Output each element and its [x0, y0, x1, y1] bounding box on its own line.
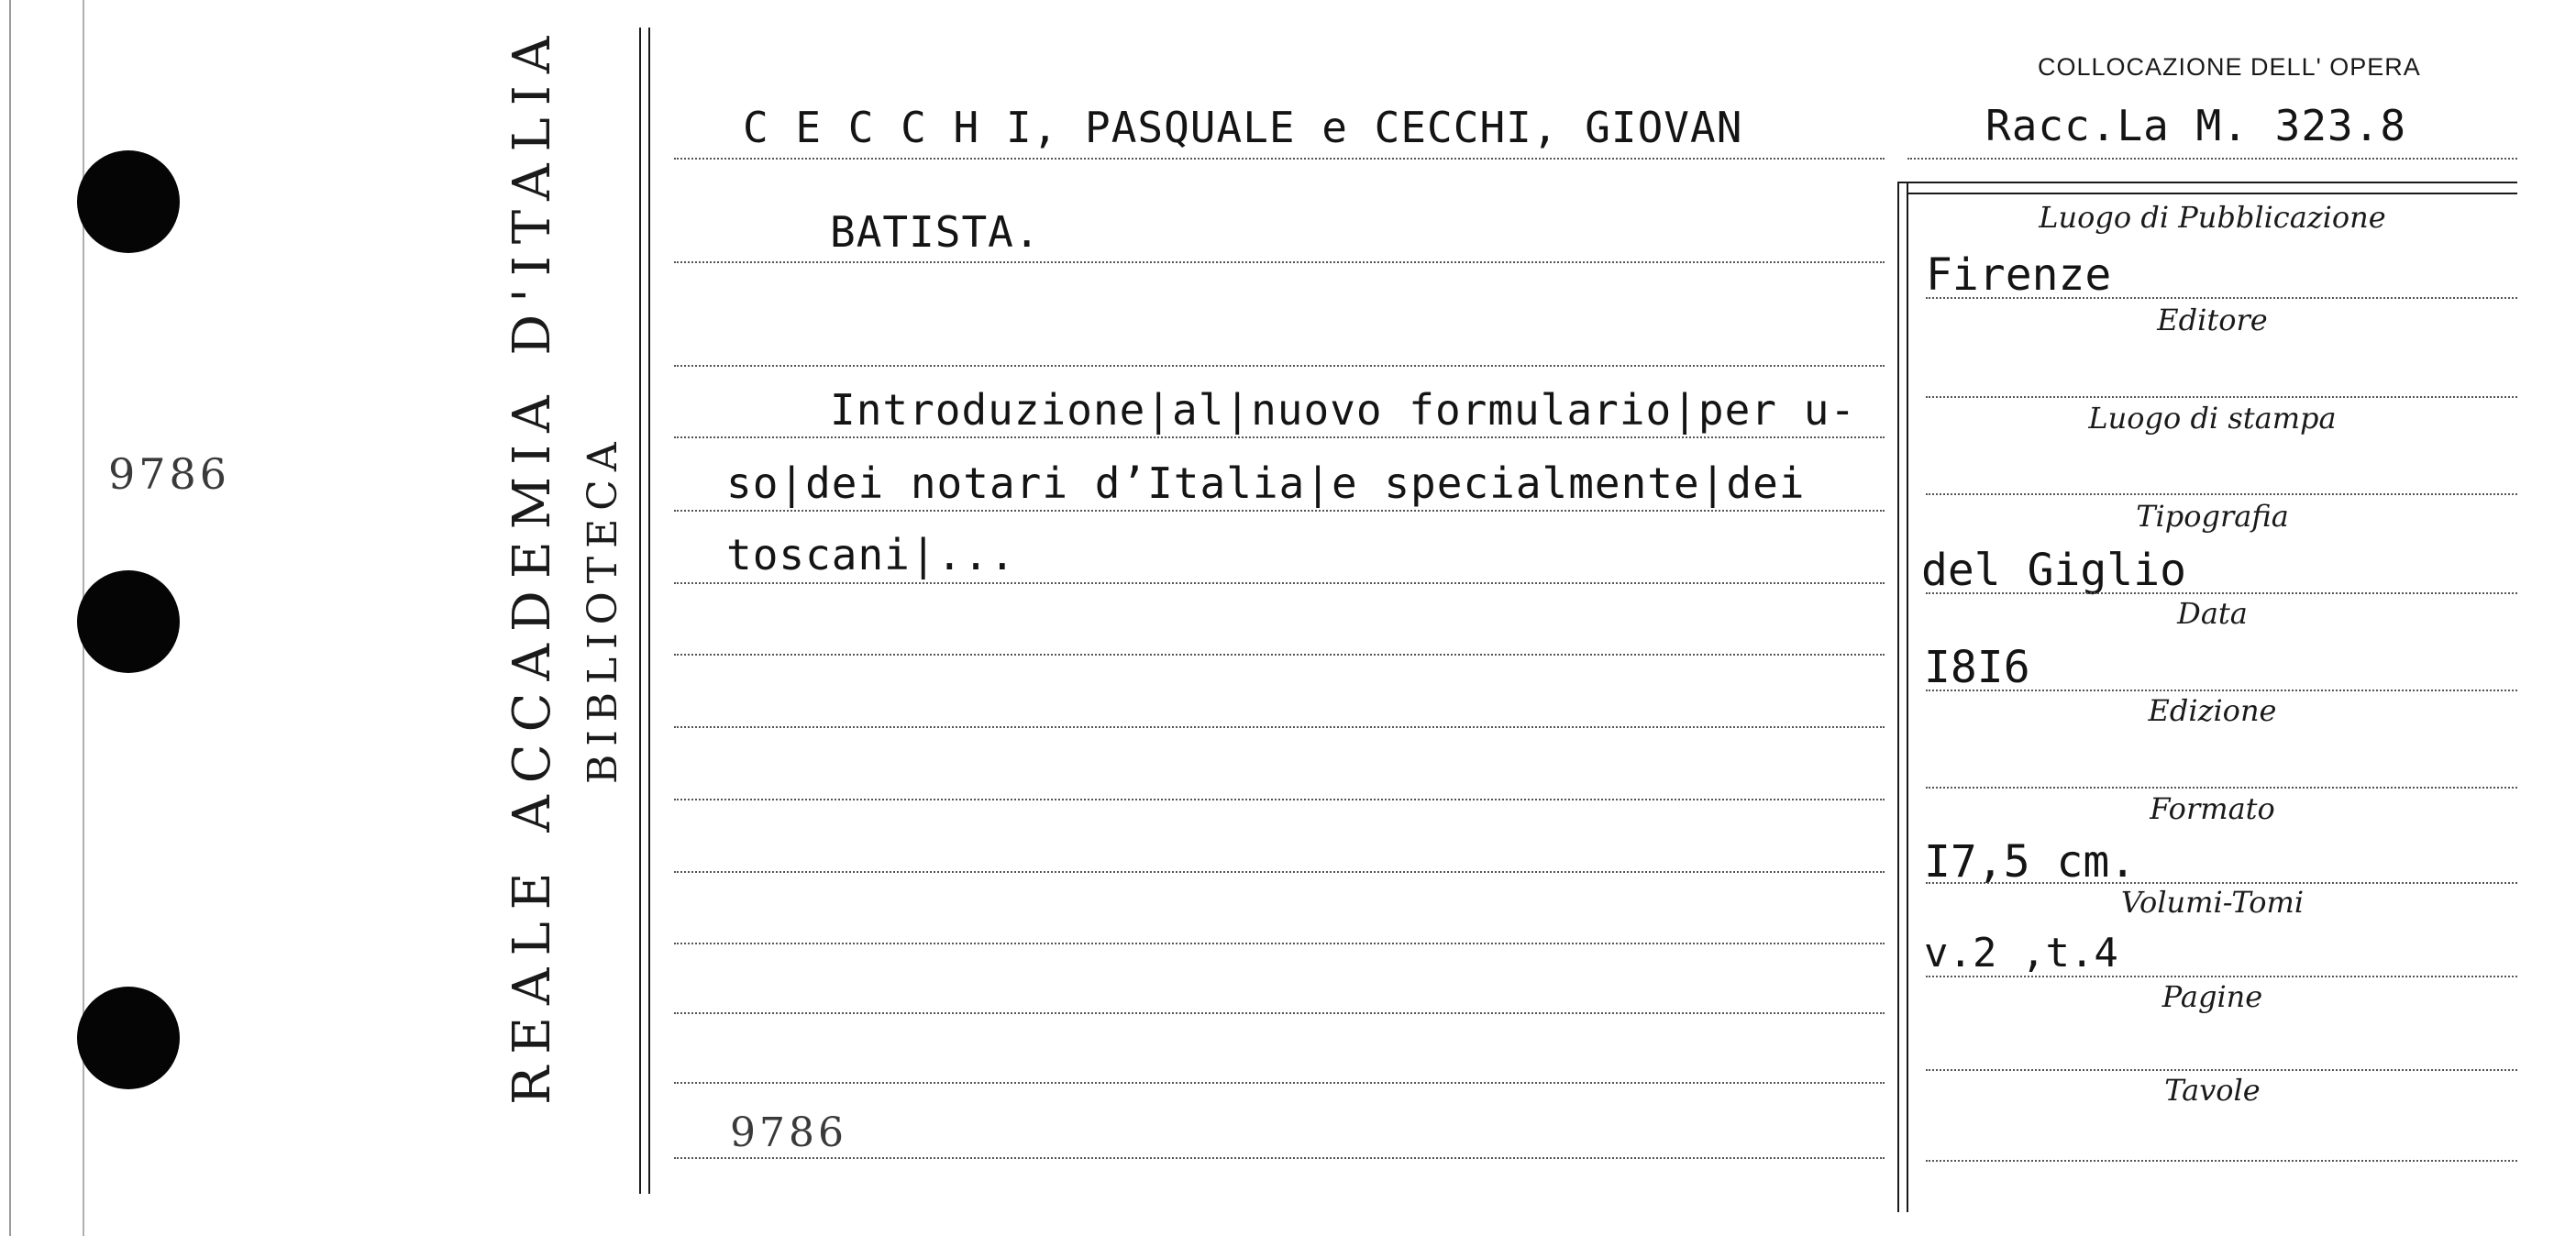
punch-hole-top [77, 150, 180, 253]
card-edge-line [9, 0, 11, 1236]
title-line-1: Introduzione|al|nuovo formulario|per u- [830, 385, 1857, 435]
field-label-data: Data [2177, 596, 2248, 631]
side-accession-number: 9786 [108, 449, 231, 499]
fields-panel-top-border [1897, 182, 2517, 183]
field-line [1926, 1160, 2517, 1162]
bottom-accession-number: 9786 [730, 1109, 847, 1156]
ruled-line [674, 799, 1885, 800]
field-label-formato: Formato [2150, 791, 2275, 826]
field-label-tavole: Tavole [2164, 1073, 2261, 1108]
field-label-editore: Editore [2157, 303, 2268, 337]
fields-panel-top-border [1907, 193, 2517, 194]
field-value-formato: I7,5 cm. [1924, 836, 2137, 888]
shelfmark: Racc.La M. 323.8 [1985, 101, 2407, 150]
ruled-line [674, 1012, 1885, 1014]
ruled-line [674, 158, 1885, 160]
ruled-line [674, 871, 1885, 873]
ruled-line [674, 510, 1885, 512]
author-line-1: C E C C H I, PASQUALE e CECCHI, GIOVAN [743, 103, 1743, 152]
field-label-luogo-stampa: Luogo di stampa [2088, 401, 2337, 436]
field-line [1926, 297, 2517, 299]
ruled-line [674, 365, 1885, 367]
field-label-volumi-tomi: Volumi-Tomi [2120, 885, 2305, 920]
ruled-line [674, 943, 1885, 944]
author-line-2: BATISTA. [830, 207, 1041, 257]
field-value-data: I8I6 [1924, 642, 2030, 693]
ruled-line [674, 1082, 1885, 1084]
ruled-line [674, 726, 1885, 728]
field-value-volumi-tomi: v.2 ,t.4 [1924, 930, 2118, 977]
ruled-line [674, 436, 1885, 438]
fields-panel-border [1897, 182, 1899, 1212]
left-divider [639, 28, 641, 1194]
field-line [1926, 592, 2517, 594]
ruled-line [674, 582, 1885, 584]
institution-name: REALE ACCADEMIA D'ITALIA [503, 24, 562, 1105]
punch-hole-bottom [77, 987, 180, 1089]
field-line [1926, 493, 2517, 495]
ruled-line [674, 1157, 1885, 1159]
department-name: BIBLIOTECA [580, 434, 626, 784]
shelfmark-line [1907, 158, 2517, 160]
title-line-3: toscani|... [726, 530, 1016, 579]
field-label-pagine: Pagine [2161, 979, 2263, 1014]
ruled-line [674, 654, 1885, 656]
field-line [1926, 690, 2517, 691]
field-label-tipografia: Tipografia [2136, 499, 2289, 534]
ruled-line [674, 261, 1885, 263]
field-value-tipografia: del Giglio [1921, 545, 2186, 596]
field-label-edizione: Edizione [2148, 693, 2277, 728]
field-line [1926, 882, 2517, 884]
left-divider [648, 28, 650, 1194]
title-line-2: so|dei notari d’Italia|e specialmente|dei [726, 458, 1806, 508]
field-line [1926, 396, 2517, 398]
field-line [1926, 787, 2517, 789]
field-label-luogo-pubblicazione: Luogo di Pubblicazione [2039, 200, 2386, 235]
punch-hole-middle [77, 570, 180, 673]
field-line [1926, 1069, 2517, 1071]
field-value-luogo-pubblicazione: Firenze [1926, 249, 2112, 301]
field-line [1926, 976, 2517, 977]
collocation-label: COLLOCAZIONE DELL' OPERA [2038, 53, 2421, 81]
